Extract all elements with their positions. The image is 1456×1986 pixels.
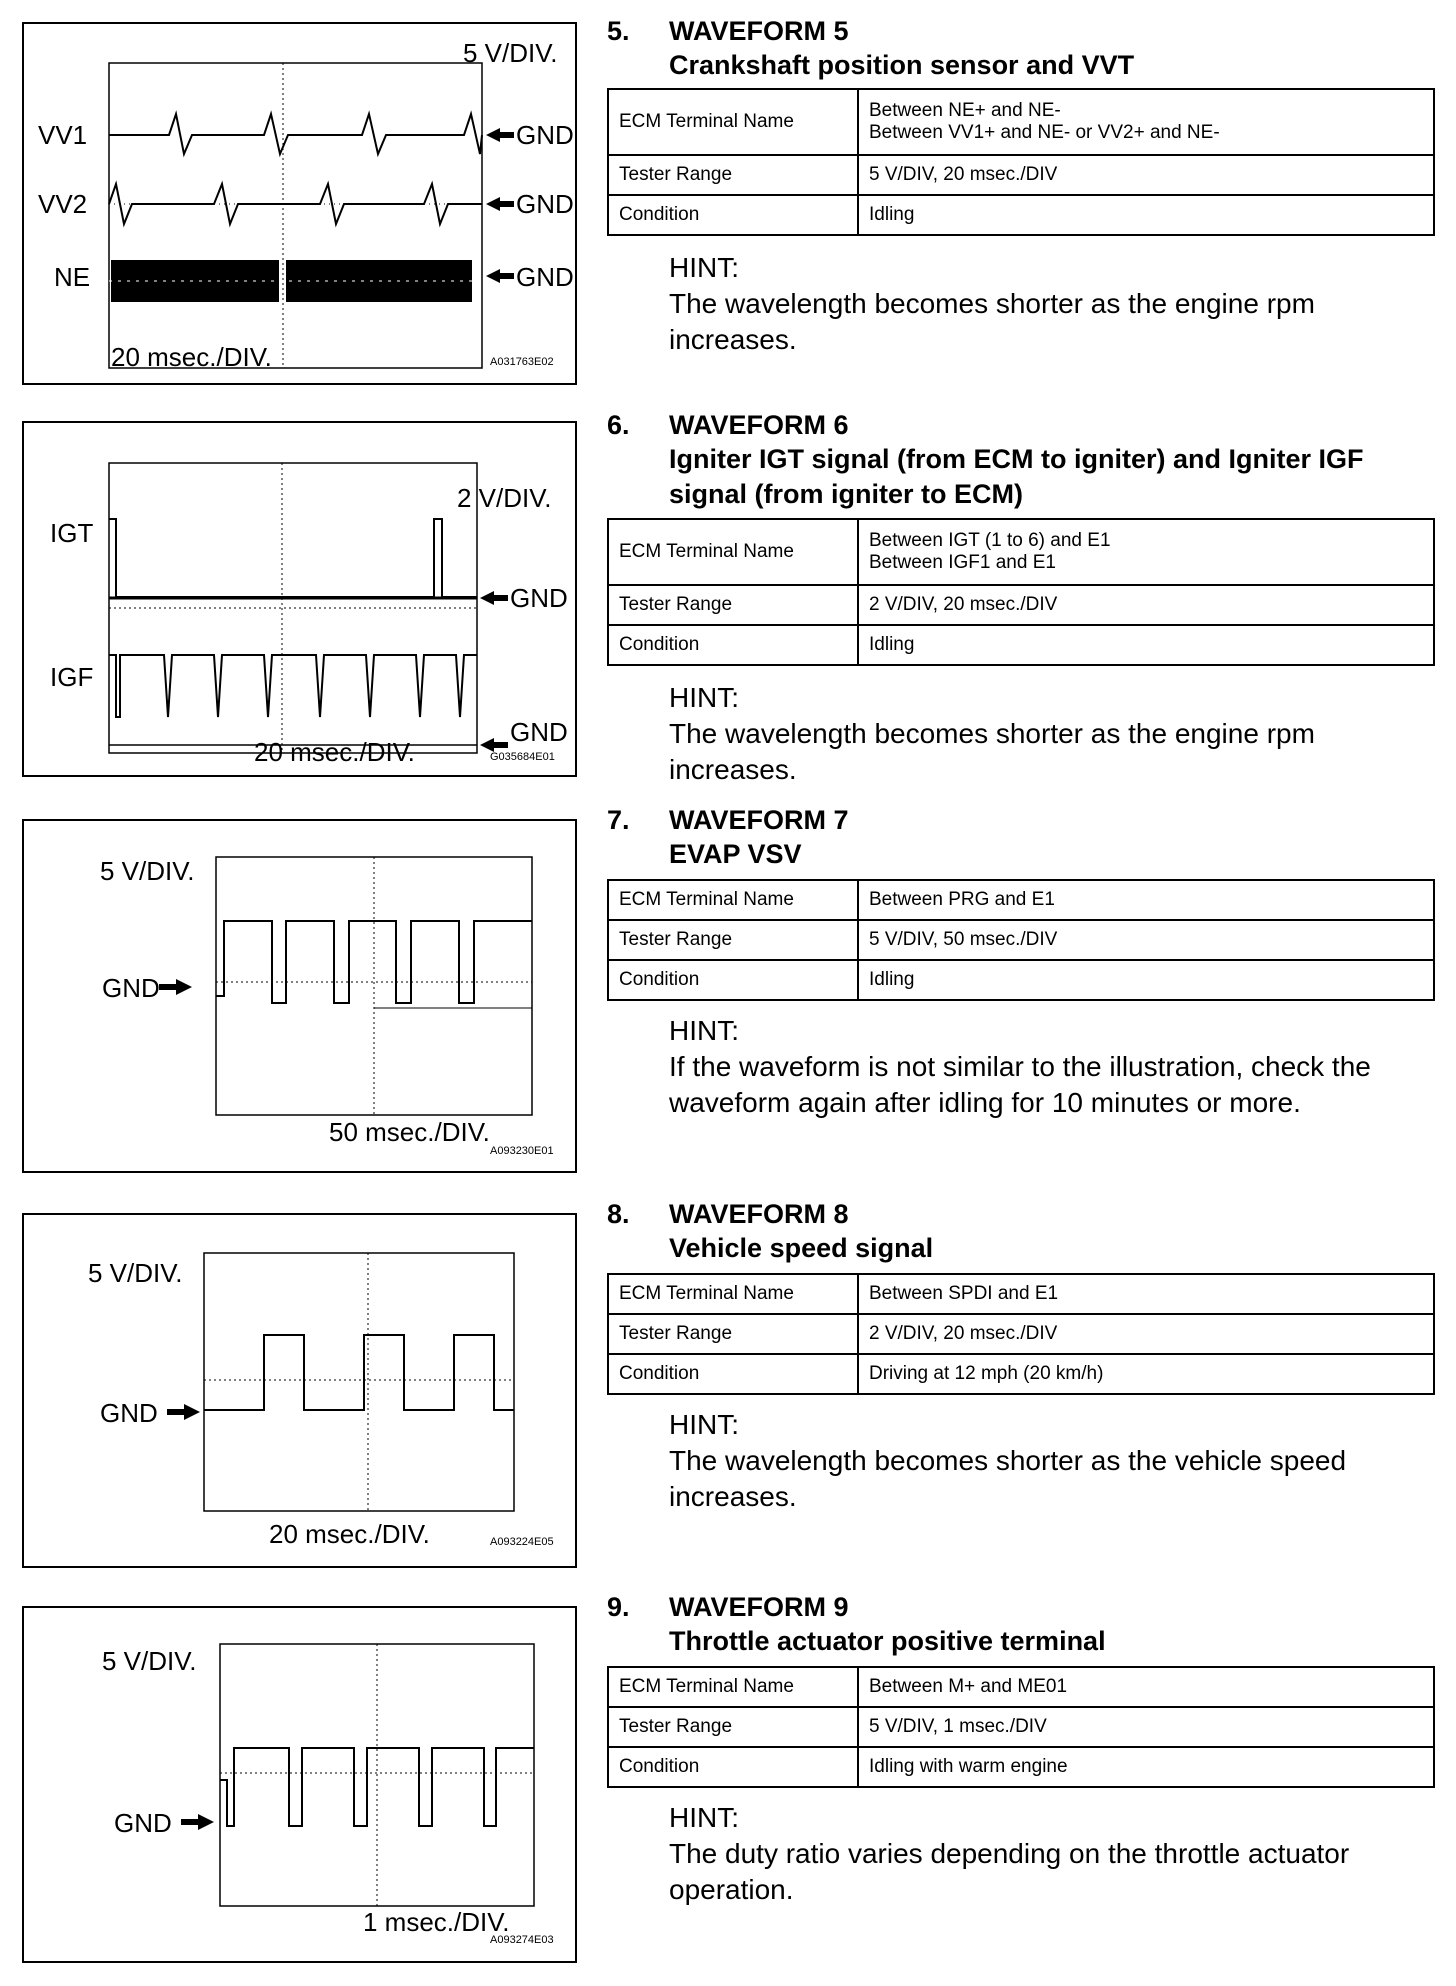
hint-text: The duty ratio varies depending on the throttle actuator operation. <box>669 1838 1350 1905</box>
section-subtitle: Throttle actuator positive terminal <box>669 1626 1106 1656</box>
volts-per-div-label: 2 V/DIV. <box>457 483 552 513</box>
section-title: WAVEFORM 7 <box>669 805 849 835</box>
table-value: Between NE+ and NE- Between VV1+ and NE- or VV2+ and NE- <box>858 89 1434 155</box>
spec-table <box>607 1273 1435 1395</box>
waveform-9-figure <box>22 1606 577 1963</box>
hint <box>669 250 1429 358</box>
table-row <box>608 195 1434 235</box>
hint-text: The wavelength becomes shorter as the vehicle speed increases. <box>669 1445 1347 1512</box>
time-per-div-label: 1 msec./DIV. <box>363 1907 510 1937</box>
gnd-arrow-icon <box>181 1814 214 1830</box>
table-key: Condition <box>608 1747 858 1787</box>
table-value: 2 V/DIV, 20 msec./DIV <box>858 585 1434 625</box>
table-key: Tester Range <box>608 1707 858 1747</box>
time-per-div-label: 20 msec./DIV. <box>269 1519 430 1549</box>
table-key: Tester Range <box>608 155 858 195</box>
table-row <box>608 625 1434 665</box>
table-key: ECM Terminal Name <box>608 880 858 920</box>
vv1-trace <box>109 114 482 154</box>
section-number: 9. <box>607 1592 630 1622</box>
table-key: Tester Range <box>608 585 858 625</box>
table-key: Condition <box>608 195 858 235</box>
table-row <box>608 1707 1434 1747</box>
section-title: WAVEFORM 8 <box>669 1199 849 1229</box>
gnd-label: GND <box>100 1398 158 1428</box>
section-subtitle: Igniter IGT signal (from ECM to igniter) and Igniter IGF signal (from igniter to ECM) <box>669 444 1364 509</box>
gnd-arrow-icon <box>480 591 508 605</box>
table-row <box>608 1667 1434 1707</box>
hint <box>669 1800 1429 1908</box>
spec-table <box>607 518 1435 666</box>
channel-label-igf: IGF <box>50 662 94 692</box>
gnd-arrow-icon <box>486 128 514 142</box>
table-key: ECM Terminal Name <box>608 519 858 585</box>
table-value: Between SPDI and E1 <box>858 1274 1434 1314</box>
table-key: Tester Range <box>608 920 858 960</box>
hint-label: HINT: <box>669 682 739 713</box>
channel-label-ne: NE <box>54 262 91 292</box>
section-number: 5. <box>607 16 630 46</box>
waveform-5-figure <box>22 22 577 385</box>
gnd-label: GND <box>510 583 568 613</box>
spec-table <box>607 1666 1435 1788</box>
table-key: ECM Terminal Name <box>608 1667 858 1707</box>
table-key: Condition <box>608 1354 858 1394</box>
gnd-label: GND <box>516 189 574 219</box>
table-value: Idling <box>858 625 1434 665</box>
table-value: Between M+ and ME01 <box>858 1667 1434 1707</box>
waveform-8-figure <box>22 1213 577 1568</box>
waveform-6-figure <box>22 421 577 777</box>
table-row <box>608 585 1434 625</box>
section-title: WAVEFORM 9 <box>669 1592 849 1622</box>
volts-per-div-label: 5 V/DIV. <box>102 1646 197 1676</box>
gnd-arrow-icon <box>167 1404 200 1420</box>
spec-table <box>607 88 1435 236</box>
table-value: 5 V/DIV, 20 msec./DIV <box>858 155 1434 195</box>
table-row <box>608 519 1434 585</box>
section-waveform-7 <box>607 803 1435 1133</box>
figure-code: A031763E02 <box>490 356 554 368</box>
gnd-label: GND <box>516 262 574 292</box>
table-key: Tester Range <box>608 1314 858 1354</box>
waveform-7-figure <box>22 819 577 1173</box>
table-value: Idling <box>858 195 1434 235</box>
channel-label-vv2: VV2 <box>38 189 88 219</box>
hint-label: HINT: <box>669 1802 739 1833</box>
vehicle-speed-trace <box>204 1335 514 1410</box>
table-key: ECM Terminal Name <box>608 1274 858 1314</box>
table-key: Condition <box>608 960 858 1000</box>
section-number: 7. <box>607 805 630 835</box>
volts-per-div-label: 5 V/DIV. <box>88 1258 183 1288</box>
hint-text: If the waveform is not similar to the illustration, check the waveform again after idling for 10 minutes or more. <box>669 1051 1371 1118</box>
gnd-label: GND <box>510 717 568 747</box>
section-waveform-9 <box>607 1590 1435 1920</box>
gnd-arrow-icon <box>159 979 192 995</box>
section-subtitle: Crankshaft position sensor and VVT <box>669 50 1135 80</box>
hint <box>669 1013 1429 1121</box>
table-key: Condition <box>608 625 858 665</box>
table-key: ECM Terminal Name <box>608 89 858 155</box>
waveform-6-scope <box>24 423 575 775</box>
gnd-arrow-icon <box>486 269 514 283</box>
volts-per-div-label: 5 V/DIV. <box>463 38 558 68</box>
table-row <box>608 1274 1434 1314</box>
time-per-div-label: 20 msec./DIV. <box>111 342 272 372</box>
spec-table <box>607 879 1435 1001</box>
section-subtitle: Vehicle speed signal <box>669 1233 934 1263</box>
table-value: 2 V/DIV, 20 msec./DIV <box>858 1314 1434 1354</box>
gnd-label: GND <box>516 120 574 150</box>
table-row <box>608 1747 1434 1787</box>
table-row <box>608 920 1434 960</box>
section-title: WAVEFORM 5 <box>669 16 849 46</box>
hint-text: The wavelength becomes shorter as the engine rpm increases. <box>669 718 1315 785</box>
table-value: Driving at 12 mph (20 km/h) <box>858 1354 1434 1394</box>
section-number: 8. <box>607 1199 630 1229</box>
section-waveform-5 <box>607 14 1435 374</box>
section-waveform-6 <box>607 408 1435 798</box>
volts-per-div-label: 5 V/DIV. <box>100 856 195 886</box>
table-row <box>608 1314 1434 1354</box>
table-value: 5 V/DIV, 50 msec./DIV <box>858 920 1434 960</box>
hint <box>669 680 1429 788</box>
figure-code: G035684E01 <box>490 751 555 763</box>
table-value: Idling <box>858 960 1434 1000</box>
igf-trace <box>109 655 477 717</box>
hint-text: The wavelength becomes shorter as the engine rpm increases. <box>669 288 1315 355</box>
table-value: 5 V/DIV, 1 msec./DIV <box>858 1707 1434 1747</box>
channel-label-vv1: VV1 <box>38 120 88 150</box>
hint <box>669 1407 1429 1515</box>
gnd-arrow-icon <box>480 738 508 752</box>
channel-label-igt: IGT <box>50 518 94 548</box>
igt-trace <box>109 519 477 597</box>
section-waveform-8 <box>607 1197 1435 1527</box>
table-row <box>608 960 1434 1000</box>
time-per-div-label: 50 msec./DIV. <box>329 1117 490 1147</box>
table-row <box>608 880 1434 920</box>
section-subtitle: EVAP VSV <box>669 839 802 869</box>
table-value: Between IGT (1 to 6) and E1 Between IGF1 and E1 <box>858 519 1434 585</box>
table-value: Idling with warm engine <box>858 1747 1434 1787</box>
table-row <box>608 89 1434 155</box>
gnd-arrow-icon <box>486 197 514 211</box>
section-title: WAVEFORM 6 <box>669 410 849 440</box>
gnd-label: GND <box>114 1808 172 1838</box>
gnd-label: GND <box>102 973 160 1003</box>
hint-label: HINT: <box>669 1015 739 1046</box>
ne-trace <box>109 260 482 302</box>
figure-code: A093274E03 <box>490 1934 554 1946</box>
table-value: Between PRG and E1 <box>858 880 1434 920</box>
time-per-div-label: 20 msec./DIV. <box>254 737 415 767</box>
section-number: 6. <box>607 410 630 440</box>
hint-label: HINT: <box>669 1409 739 1440</box>
table-row <box>608 155 1434 195</box>
hint-label: HINT: <box>669 252 739 283</box>
table-row <box>608 1354 1434 1394</box>
waveform-5-scope <box>24 24 575 383</box>
figure-code: A093230E01 <box>490 1145 554 1157</box>
figure-code: A093224E05 <box>490 1536 554 1548</box>
